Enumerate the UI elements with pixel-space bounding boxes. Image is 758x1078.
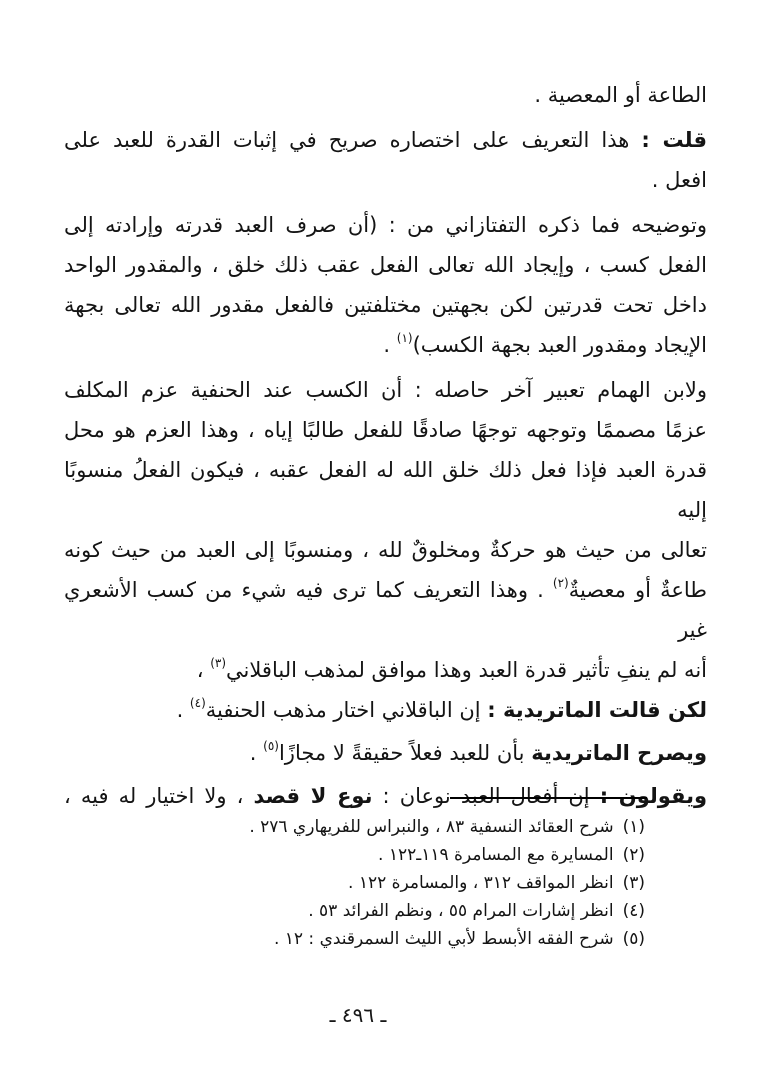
text-run: أنه لم ينفِ تأثير قدرة العبد وهذا موافق لمذهب الباقلاني: [226, 658, 707, 682]
text-run: عزمًا مصممًا وتوجهه توجهًا صادقًا للفعل طالبًا إياه ، وهذا العزم هو محل: [64, 418, 707, 442]
footnote-text: انظر المواقف ٣١٢ ، والمسامرة ١٢٢ .: [348, 873, 614, 893]
footnote-marker: (٣): [622, 873, 645, 893]
body-line-11: [64, 530, 707, 570]
body-line-12: [64, 570, 707, 650]
body-line-3: [64, 160, 707, 200]
text-run-bold: قلت :: [641, 128, 708, 152]
body-line-16: [64, 776, 707, 816]
text-run: تعالى من حيث هو حركةٌ ومخلوقٌ لله ، ومنسوبًا إلى العبد من حيث كونه: [64, 538, 707, 562]
footnote-text: شرح العقائد النسفية ٨٣ ، والنبراس للفريهاري ٢٧٦ .: [249, 817, 614, 837]
body-line-10: [64, 450, 707, 530]
body-line-5: [64, 245, 707, 285]
footnote-2: [90, 841, 645, 869]
footnote-5: [90, 925, 645, 953]
text-run-bold: نوع لا قصد: [253, 784, 373, 808]
body-line-2: [64, 120, 707, 160]
body-line-9: [64, 410, 707, 450]
footnote-marker: (٤): [622, 901, 645, 921]
text-run-bold: ويصرح الماتريدية: [531, 741, 707, 765]
footnote-text: شرح الفقه الأبسط لأبي الليث السمرقندي : ١٢ .: [273, 929, 614, 949]
body-line-8: [64, 370, 707, 410]
footnotes: [90, 813, 645, 953]
text-run: الطاعة أو المعصية .: [534, 83, 707, 107]
footnote-ref-3: (٣): [210, 656, 227, 670]
text-run: قدرة العبد فإذا فعل ذلك خلق الله له الفعل عقبه ، فيكون الفعلُ منسوبًا إليه: [64, 458, 707, 522]
text-run: داخل تحت قدرتين لكن بجهتين مختلفتين فالفعل مقدور الله تعالى بجهة: [64, 293, 707, 317]
text-run: إن أفعال العبد نوعان :: [372, 784, 600, 808]
text-run: طاعةٌ أو معصيةٌ: [568, 578, 707, 602]
footnote-ref-5: (٥): [263, 739, 279, 753]
text-run: وتوضيحه فما ذكره التفتازاني من : (أن صرف العبد قدرته وإرادته إلى: [64, 213, 707, 237]
text-run: افعل .: [651, 168, 707, 192]
footnote-4: [90, 897, 645, 925]
text-run: .: [383, 333, 397, 357]
body-line-13: [64, 650, 707, 690]
footnote-ref-2: (٢): [552, 576, 569, 590]
body-line-7: [64, 325, 707, 365]
text-run: ، ولا اختيار له فيه ،: [64, 784, 254, 808]
footnote-marker: (١): [622, 817, 645, 837]
text-run: ،: [196, 658, 211, 682]
text-run: إن الباقلاني اختار مذهب الحنفية: [205, 698, 488, 722]
body-line-6: [64, 285, 707, 325]
body-line-15: [64, 733, 707, 773]
text-run: بأن للعبد فعلاً حقيقةً لا مجازًا: [278, 741, 532, 765]
body-line-1: [64, 75, 707, 115]
text-run: الإيجاد ومقدور العبد بجهة الكسب): [412, 333, 707, 357]
text-run: ولابن الهمام تعبير آخر حاصله : أن الكسب عند الحنفية عزم المكلف: [64, 378, 707, 402]
footnote-ref-1: (١): [396, 331, 413, 345]
footnote-text: المسايرة مع المسامرة ١١٩ـ١٢٢ .: [378, 845, 614, 865]
body-text: [64, 75, 707, 816]
text-run-bold: لكن قالت الماتريدية :: [487, 698, 707, 722]
text-run: .: [176, 698, 190, 722]
footnote-1: [90, 813, 645, 841]
page-number: ـ ٤٩٦ ـ: [329, 1003, 387, 1027]
footnote-ref-4: (٤): [189, 696, 206, 710]
text-run: . وهذا التعريف كما ترى فيه شيء من كسب الأشعري غير: [64, 578, 707, 642]
text-run: الفعل كسب ، وإيجاد الله تعالى الفعل عقب ذلك خلق ، والمقدور الواحد: [64, 253, 707, 277]
footnote-marker: (٥): [622, 929, 645, 949]
text-run-bold: ويقولون :: [599, 784, 708, 808]
text-run: هذا التعريف على اختصاره صريح في إثبات القدرة للعبد على: [64, 128, 642, 152]
footnote-3: [90, 869, 645, 897]
body-line-4: [64, 205, 707, 245]
footnote-separator: [450, 797, 647, 799]
text-run: .: [249, 741, 264, 765]
footnote-text: انظر إشارات المرام ٥٥ ، ونظم الفرائد ٥٣ .: [308, 901, 614, 921]
body-line-14: [64, 690, 707, 730]
footnote-marker: (٢): [622, 845, 645, 865]
